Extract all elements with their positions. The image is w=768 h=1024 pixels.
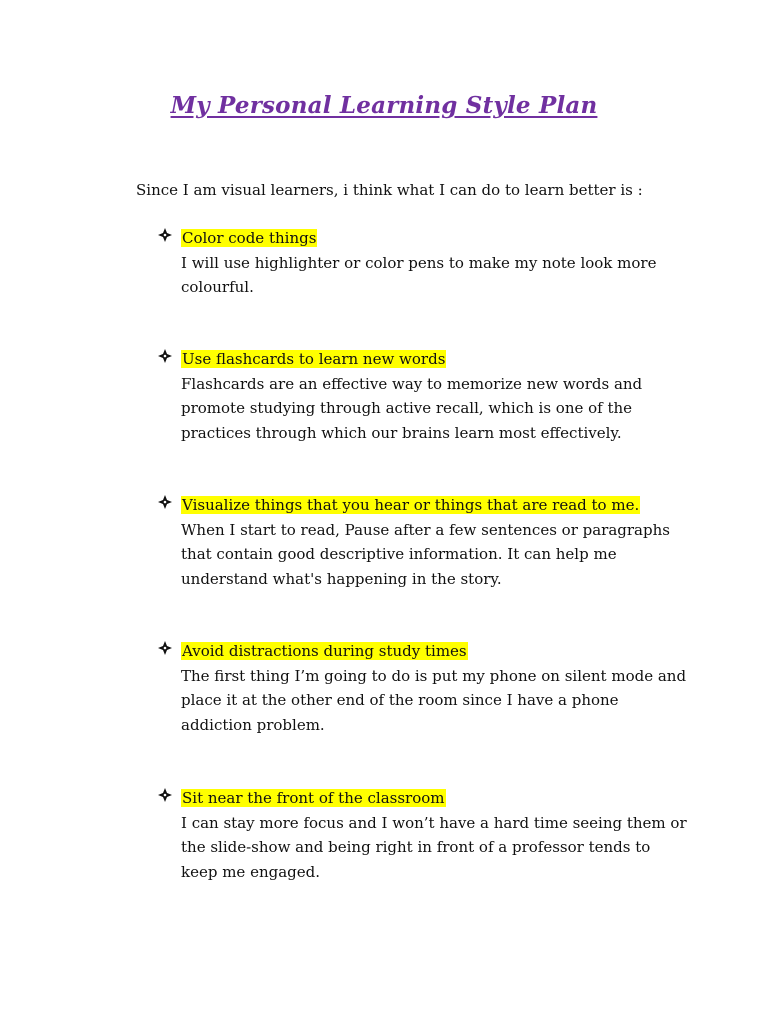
diamond-bullet-icon — [158, 788, 174, 804]
item-heading-text: Color code things — [182, 229, 317, 247]
description-line: practices through which our brains learn most effectively. — [181, 423, 622, 442]
diamond-bullet-icon — [158, 495, 174, 511]
item-heading-text: Use flashcards to learn new words — [182, 350, 446, 368]
intro-text: Since I am visual learners, i think what I can do to learn better is : — [136, 181, 643, 199]
item-description — [181, 251, 698, 300]
item-heading-text: Avoid distractions during study times — [182, 642, 467, 660]
item-heading-text: Visualize things that you hear or things that are read to me. — [182, 496, 640, 514]
list-item — [158, 347, 698, 445]
description-line: I will use highlighter or color pens to make my note look more — [181, 253, 657, 272]
description-line: promote studying through active recall, which is one of the — [181, 399, 633, 417]
item-heading — [181, 639, 698, 664]
description-line: keep me engaged. — [181, 862, 321, 881]
list-item — [158, 786, 698, 884]
description-line: The first thing I’m going to do is put my phone on silent mode and — [181, 666, 687, 685]
description-line: I can stay more focus and I won’t have a hard time seeing them or — [181, 813, 687, 832]
description-line: colourful. — [181, 278, 254, 296]
description-line: Flashcards are an effective way to memorize new words and — [181, 374, 643, 393]
item-heading — [181, 786, 698, 811]
description-line: the slide-show and being right in front of a professor tends to — [181, 838, 651, 856]
item-description — [181, 372, 698, 446]
item-description — [181, 664, 698, 738]
description-line: understand what's happening in the story. — [181, 569, 502, 588]
description-line: When I start to read, Pause after a few sentences or paragraphs — [181, 520, 670, 539]
diamond-bullet-icon — [158, 641, 174, 657]
description-line: place it at the other end of the room since I have a phone — [181, 691, 619, 709]
item-heading — [181, 493, 698, 518]
diamond-bullet-icon — [158, 228, 174, 244]
list-item — [158, 639, 698, 737]
item-description — [181, 518, 698, 592]
description-line: that contain good descriptive information. It can help me — [181, 545, 617, 563]
item-heading — [181, 226, 698, 251]
item-heading — [181, 347, 698, 372]
description-line: addiction problem. — [181, 715, 325, 734]
item-heading-text: Sit near the front of the classroom — [182, 789, 445, 807]
item-description — [181, 811, 698, 885]
list-item — [158, 493, 698, 591]
diamond-bullet-icon — [158, 349, 174, 365]
list-item — [158, 226, 698, 300]
page-title: My Personal Learning Style Plan — [170, 92, 598, 119]
